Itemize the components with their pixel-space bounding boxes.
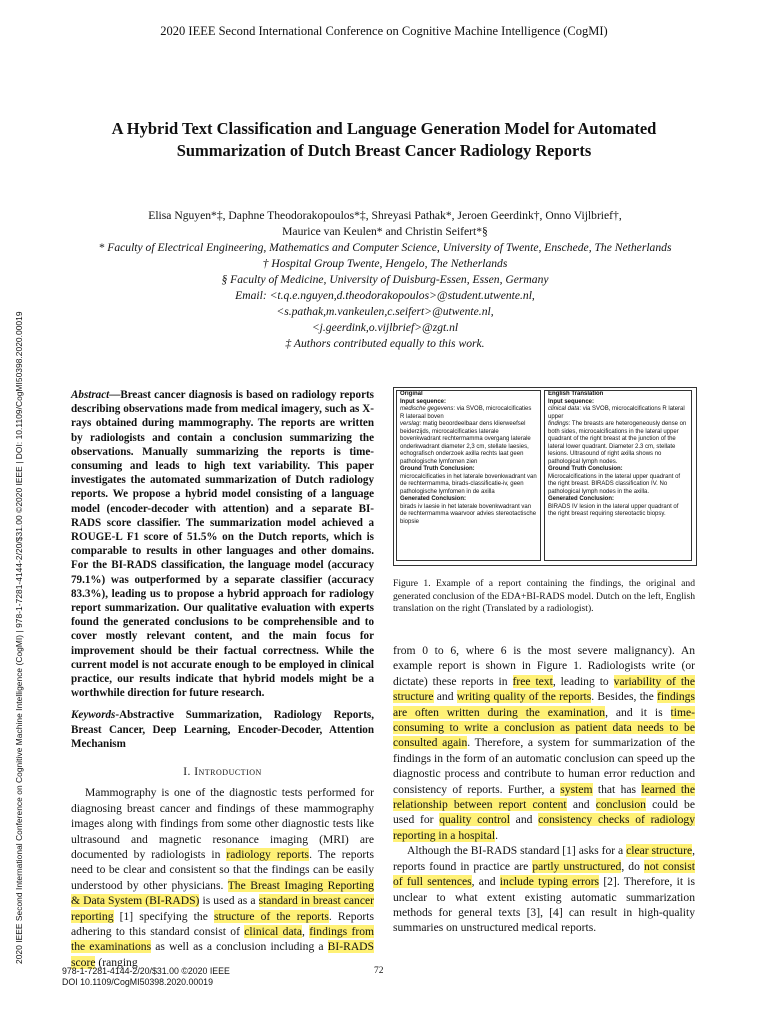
generated-label: Generated Conclusion: [400, 496, 467, 502]
highlight: radiology reports [226, 847, 310, 861]
field-text: : via SVOB, microcalcifications R lateral upper [548, 406, 685, 420]
paper-title [60, 118, 708, 162]
highlight: learned the relationship between report content [393, 782, 695, 812]
clinical-data-en [548, 406, 688, 421]
highlight: consistency checks of radiology reporting in a hospital [393, 813, 695, 842]
text-run: , and it is [605, 705, 671, 719]
text-run: and [566, 798, 596, 812]
doi-sidebar-text: 2020 IEEE Second International Conference on Cognitive Machine Intelligence (CogMI) | 978-1-7281-4144-2/20/$31.00 ©2020 IEEE | DOI: 10.1109/CogMI50398.2020.00019 [14, 311, 24, 964]
field-label: clinical data [548, 406, 580, 412]
text-run: . The reports need to be clear and consistent so that the findings can be easily understood by other physicians. [71, 847, 374, 892]
email-line-2: <s.pathak,m.vankeulen,c.seifert>@utwente.nl, [276, 305, 494, 318]
text-run: (ranging [95, 955, 138, 969]
text-run: and [433, 690, 457, 704]
email-line-3: <j.geerdink,o.vijlbrief>@zgt.nl [311, 321, 459, 334]
ground-truth-en: Microcalcifications in the lateral upper quadrant of the right breast. BIRADS classification IV. No pathological lymph nodes in the axilla. [548, 473, 681, 495]
text-run: . Besides, the [591, 690, 657, 704]
title-line-2: Summarization of Dutch Breast Cancer Radiology Reports [176, 141, 592, 160]
ground-truth-label: Ground Truth Conclusion: [548, 466, 623, 472]
highlight: writing quality of the reports [456, 690, 592, 704]
generated-label: Generated Conclusion: [548, 496, 615, 502]
highlight: clear structure [626, 844, 693, 858]
author-names-line-1: Elisa Nguyen*‡, Daphne Theodorakopoulos*‡, Shreyasi Pathak*, Jeroen Geerdink†, Onno Vijlbrief†, [148, 209, 622, 222]
text-run: that has [592, 782, 642, 796]
text-run: , do [621, 859, 644, 873]
section-heading-introduction [71, 765, 374, 779]
highlight: include typing errors [499, 875, 600, 889]
field-label: findings [548, 421, 569, 427]
translation-heading: English Translation [548, 391, 604, 397]
text-run: from 0 to 6, where 6 is the most severe malignancy). An example report is shown in Figure 1. Radiologists write (or dictate) these reports in [393, 644, 695, 688]
text-run: . Reports adhering to this standard consist of [71, 909, 374, 938]
findings-en [548, 421, 688, 466]
intro-paragraph-left [71, 785, 374, 970]
original-heading: Original [400, 391, 423, 397]
abstract [71, 388, 374, 700]
figure-1 [393, 387, 697, 566]
highlight: system [560, 782, 593, 796]
ground-truth-label: Ground Truth Conclusion: [400, 466, 475, 472]
text-run: Mammography is one of the diagnostic tests performed for diagnosing breast cancer and findings of these mammography images along with findings from some other diagnostic tests like ultrasound and magnetic resonance imaging (MRI) are documented by radiologists in [71, 786, 374, 861]
field-text: : matig beoordeelbaar dens klierweefsel beiderzijds, microcalcificaties laterale bovenkwadrant rechtermamma overgang laterale onderkwadrant diameter 2,3 cm, stellate laesies, echografisch onderzoek axilla rechts laat geen pathologische lymfomen zien [400, 421, 531, 465]
text-run: could be used for [393, 798, 695, 827]
conference-header: 2020 IEEE Second International Conference on Cognitive Machine Intelligence (CogMI) [160, 24, 608, 38]
field-text: : via SVOB, microcalcificaties R lateraal boven [400, 406, 532, 420]
highlight: time-consuming to write a conclusion as patient data needs to be consulted again [393, 705, 695, 750]
text-run: , and [471, 875, 500, 889]
text-run: . [495, 828, 498, 842]
report-nl [400, 421, 537, 466]
highlight: findings from the examinations [71, 924, 375, 954]
generated-en: BIRADS IV lesion in the lateral upper quadrant of the right breast requiring stereotactic biopsy. [548, 503, 679, 517]
text-run: , [301, 924, 310, 938]
ground-truth-nl: microcalcificaties in het laterale bovenkwadrant van de rechtermamma, birads-classificatie-iv, geen pathologische lymfomen in de axilla [400, 473, 537, 495]
title-line-1: A Hybrid Text Classification and Language Generation Model for Automated [111, 119, 657, 138]
intro-paragraph-right-1 [393, 643, 695, 843]
text-run: and [509, 813, 539, 827]
highlight: structure of the reports [213, 909, 329, 923]
keywords [71, 708, 374, 751]
text-run: as well as a conclusion including a [151, 940, 328, 954]
section-title: Introduction [194, 766, 262, 779]
generated-nl: birads iv laesie in het laterale bovenkwadrant van de rechtermamma waarvoor advies stereotactische biopsie [400, 503, 537, 525]
clinical-data-nl [400, 406, 537, 421]
highlight: quality control [439, 813, 510, 827]
equal-contribution-note: ‡ Authors contributed equally to this work. [285, 337, 485, 350]
highlight: BI-RADS score [71, 940, 375, 969]
left-column [71, 388, 374, 970]
footer-copyright [62, 966, 230, 988]
highlight: partly unstructured [532, 859, 622, 873]
text-run: [2]. Therefore, it is unclear to what extent existing automatic summarization methods for general texts [3], [4] can result in high-quality summaries on unstructured medical reports. [393, 875, 696, 935]
figure-1-caption: Figure 1. Example of a report containing the findings, the original and generated conclusion of the EDA+BI-RADS model. Dutch on the left, English translation on the right (Translated by a radiologist). [393, 578, 695, 614]
highlight: not consist of full sentences [393, 859, 695, 889]
field-label: verslag [400, 421, 420, 427]
highlight: conclusion [595, 798, 646, 812]
figure-original-panel [396, 390, 541, 561]
text-run: . Therefore, a system for summarization of the findings in the form of an automatic conclusion can speed up the diagnostic process and contribute to human error reduction and consistency of reports. Further, a [393, 736, 695, 796]
highlight: The Breast Imaging Reporting & Data System (BI-RADS) [71, 878, 374, 908]
doi-sidebar [0, 0, 36, 1024]
keywords-label: Keywords [71, 709, 116, 722]
affiliation-twente: * Faculty of Electrical Engineering, Mathematics and Computer Science, University of Twente, Enschede, The Netherlands [98, 241, 672, 254]
text-run: is used as a [199, 894, 259, 908]
field-label: medische gegevens [400, 406, 454, 412]
abstract-label: Abstract [71, 389, 110, 401]
email-line-1: Email: <t.q.e.nguyen,d.theodorakopoulos>@student.utwente.nl, [235, 289, 535, 302]
text-run: , leading to [552, 674, 614, 688]
field-text: : The breasts are heterogeneously dense on both sides, microcalcifications in the lateral upper quadrant of the right breast at the junction of the lateral lower quadrant. Diameter 2.3 cm, stellate lesions. Ultrasound of right axilla shows no pathological lymph nodes. [548, 421, 687, 465]
highlight: findings are often written during the examination [393, 690, 695, 719]
author-names-line-2: Maurice van Keulen* and Christin Seifert*§ [282, 225, 488, 238]
affiliation-essen: § Faculty of Medicine, University of Duisburg-Essen, Essen, Germany [221, 273, 549, 286]
footer-isbn: 978-1-7281-4144-2/20/$31.00 ©2020 IEEE [62, 966, 230, 976]
author-block [40, 208, 730, 352]
abstract-text: —Breast cancer diagnosis is based on radiology reports describing observations made from medical imagery, such as X-rays obtained during mammography. The reports are written by radiologists and contain a conclusion summarizing the observations. Manually summarizing the reports is time-consuming and leads to high text variability. This paper investigates the automated summarization of Dutch radiology reports. We propose a hybrid model consisting of a language model (encoder-decoder with attention) and a separate BI-RADS score classifier. The summarization model achieved a ROUGE-L F1 score of 51.5% on the Dutch reports, which is comparable to results in other languages and other domains. For the BI-RADS classification, the language model (accuracy 79.1%) was outperformed by a separate classifier (accuracy 83.3%), leading us to propose a hybrid approach for radiology report summarization. Our qualitative evaluation with experts found the generated conclusions to be comprehensible and to cover mostly relevant content, and the main focus for improvement should be their factual correctness. While the current model is not accurate enough to be employed in clinical practice, our results indicate that hybrid models might be a worthwhile direction for future research. [71, 389, 374, 700]
figure-translation-panel [544, 390, 692, 561]
keywords-text: -Abstractive Summarization, Radiology Reports, Breast Cancer, Deep Learning, Encoder-Decoder, Attention Mechanism [71, 709, 374, 750]
input-sequence-label: Input sequence: [548, 398, 595, 405]
intro-paragraph-right-2 [393, 843, 695, 935]
text-run: [1] specifying the [113, 909, 214, 923]
text-run: Although the BI-RADS standard [1] asks for a [407, 844, 627, 858]
section-number: I. [183, 766, 191, 779]
footer-doi: DOI 10.1109/CogMI50398.2020.00019 [62, 977, 213, 987]
highlight: variability of the structure [393, 674, 695, 704]
affiliation-hospital: † Hospital Group Twente, Hengelo, The Netherlands [262, 257, 508, 270]
input-sequence-label: Input sequence: [400, 398, 447, 405]
highlight: clinical data [244, 924, 302, 938]
highlight: free text [512, 674, 553, 688]
right-column [393, 643, 695, 936]
text-run: , reports found in practice are [393, 844, 695, 873]
page-number: 72 [374, 966, 384, 976]
highlight: standard in breast cancer reporting [71, 894, 375, 923]
